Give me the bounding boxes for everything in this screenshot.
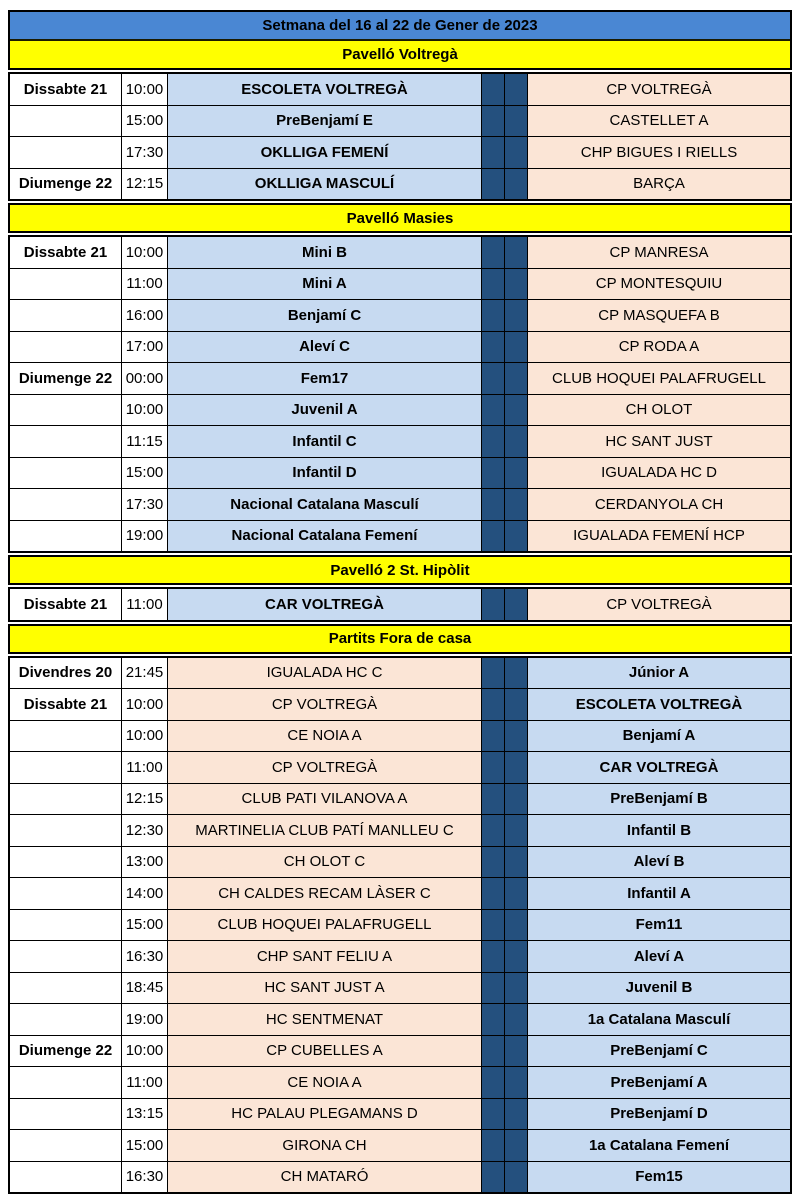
score-left-cell — [482, 752, 505, 783]
opponent-team-cell: HC SANT JUST A — [168, 973, 482, 1004]
score-right-cell — [505, 973, 528, 1004]
time-cell: 16:30 — [122, 1162, 168, 1193]
club-team-cell: Infantil A — [528, 878, 790, 909]
score-left-cell — [482, 878, 505, 909]
score-right-cell — [505, 878, 528, 909]
score-right-cell — [505, 489, 528, 520]
time-cell: 17:30 — [122, 137, 168, 168]
club-team-cell: OKLLIGA FEMENÍ — [168, 137, 482, 168]
match-row — [10, 237, 790, 269]
score-right-cell — [505, 237, 528, 268]
score-left-cell — [482, 1162, 505, 1193]
day-cell: Dissabte 21 — [10, 237, 122, 268]
score-left-cell — [482, 658, 505, 689]
opponent-team-cell: CH OLOT C — [168, 847, 482, 878]
match-row — [10, 689, 790, 721]
time-cell: 11:00 — [122, 589, 168, 620]
opponent-team-cell: CP MONTESQUIU — [528, 269, 790, 300]
match-row — [10, 489, 790, 521]
day-cell — [10, 973, 122, 1004]
score-left-cell — [482, 784, 505, 815]
match-row — [10, 847, 790, 879]
time-cell: 11:15 — [122, 426, 168, 457]
time-cell: 00:00 — [122, 363, 168, 394]
day-cell — [10, 941, 122, 972]
opponent-team-cell: CERDANYOLA CH — [528, 489, 790, 520]
match-row — [10, 269, 790, 301]
opponent-team-cell: CP VOLTREGÀ — [528, 74, 790, 105]
score-left-cell — [482, 910, 505, 941]
opponent-team-cell: CLUB HOQUEI PALAFRUGELL — [528, 363, 790, 394]
match-row — [10, 1099, 790, 1131]
score-right-cell — [505, 74, 528, 105]
club-team-cell: ESCOLETA VOLTREGÀ — [528, 689, 790, 720]
opponent-team-cell: CE NOIA A — [168, 721, 482, 752]
score-right-cell — [505, 721, 528, 752]
match-row — [10, 589, 790, 620]
club-team-cell: Fem17 — [168, 363, 482, 394]
score-left-cell — [482, 847, 505, 878]
match-table — [8, 587, 792, 622]
day-cell — [10, 332, 122, 363]
club-team-cell: Infantil D — [168, 458, 482, 489]
club-team-cell: OKLLIGA MASCULÍ — [168, 169, 482, 200]
score-left-cell — [482, 269, 505, 300]
opponent-team-cell: IGUALADA HC D — [528, 458, 790, 489]
score-right-cell — [505, 784, 528, 815]
score-right-cell — [505, 395, 528, 426]
match-row — [10, 74, 790, 106]
score-right-cell — [505, 689, 528, 720]
day-cell — [10, 137, 122, 168]
match-row — [10, 426, 790, 458]
club-team-cell: Infantil B — [528, 815, 790, 846]
score-left-cell — [482, 1099, 505, 1130]
opponent-team-cell: CLUB PATI VILANOVA A — [168, 784, 482, 815]
match-row — [10, 721, 790, 753]
time-cell: 16:30 — [122, 941, 168, 972]
match-row — [10, 458, 790, 490]
club-team-cell: CAR VOLTREGÀ — [528, 752, 790, 783]
score-right-cell — [505, 269, 528, 300]
time-cell: 10:00 — [122, 721, 168, 752]
opponent-team-cell: IGUALADA FEMENÍ HCP — [528, 521, 790, 552]
score-right-cell — [505, 658, 528, 689]
score-left-cell — [482, 300, 505, 331]
opponent-team-cell: HC SENTMENAT — [168, 1004, 482, 1035]
score-left-cell — [482, 395, 505, 426]
match-row — [10, 137, 790, 169]
score-left-cell — [482, 1067, 505, 1098]
score-left-cell — [482, 363, 505, 394]
opponent-team-cell: CP MASQUEFA B — [528, 300, 790, 331]
opponent-team-cell: GIRONA CH — [168, 1130, 482, 1161]
club-team-cell: Infantil C — [168, 426, 482, 457]
title-block — [8, 10, 792, 70]
match-row — [10, 521, 790, 552]
time-cell: 10:00 — [122, 1036, 168, 1067]
score-right-cell — [505, 106, 528, 137]
score-left-cell — [482, 169, 505, 200]
score-right-cell — [505, 941, 528, 972]
day-cell — [10, 395, 122, 426]
day-cell: Diumenge 22 — [10, 169, 122, 200]
club-team-cell: 1a Catalana Masculí — [528, 1004, 790, 1035]
club-team-cell: Juvenil A — [168, 395, 482, 426]
score-left-cell — [482, 237, 505, 268]
score-right-cell — [505, 1004, 528, 1035]
match-row — [10, 169, 790, 200]
score-left-cell — [482, 137, 505, 168]
match-row — [10, 1067, 790, 1099]
score-right-cell — [505, 1067, 528, 1098]
time-cell: 13:00 — [122, 847, 168, 878]
day-cell — [10, 815, 122, 846]
time-cell: 12:30 — [122, 815, 168, 846]
time-cell: 18:45 — [122, 973, 168, 1004]
match-row — [10, 941, 790, 973]
match-row — [10, 752, 790, 784]
day-cell: Diumenge 22 — [10, 363, 122, 394]
match-row — [10, 1004, 790, 1036]
opponent-team-cell: BARÇA — [528, 169, 790, 200]
time-cell: 16:00 — [122, 300, 168, 331]
time-cell: 10:00 — [122, 395, 168, 426]
time-cell: 15:00 — [122, 106, 168, 137]
time-cell: 13:15 — [122, 1099, 168, 1130]
time-cell: 15:00 — [122, 458, 168, 489]
club-team-cell: PreBenjamí D — [528, 1099, 790, 1130]
club-team-cell: Fem11 — [528, 910, 790, 941]
score-left-cell — [482, 941, 505, 972]
club-team-cell: Aleví B — [528, 847, 790, 878]
score-left-cell — [482, 589, 505, 620]
day-cell — [10, 1130, 122, 1161]
opponent-team-cell: CP RODA A — [528, 332, 790, 363]
score-right-cell — [505, 847, 528, 878]
time-cell: 21:45 — [122, 658, 168, 689]
day-cell — [10, 300, 122, 331]
schedule-body — [8, 72, 792, 1194]
opponent-team-cell: CLUB HOQUEI PALAFRUGELL — [168, 910, 482, 941]
club-team-cell: 1a Catalana Femení — [528, 1130, 790, 1161]
section-header: Pavelló 2 St. Hipòlit — [8, 555, 792, 585]
score-left-cell — [482, 1036, 505, 1067]
match-row — [10, 910, 790, 942]
score-right-cell — [505, 363, 528, 394]
club-team-cell: Mini A — [168, 269, 482, 300]
match-row — [10, 300, 790, 332]
club-team-cell: ESCOLETA VOLTREGÀ — [168, 74, 482, 105]
opponent-team-cell: HC SANT JUST — [528, 426, 790, 457]
day-cell — [10, 752, 122, 783]
time-cell: 10:00 — [122, 237, 168, 268]
time-cell: 19:00 — [122, 1004, 168, 1035]
opponent-team-cell: MARTINELIA CLUB PATÍ MANLLEU C — [168, 815, 482, 846]
club-team-cell: Juvenil B — [528, 973, 790, 1004]
score-right-cell — [505, 332, 528, 363]
match-row — [10, 363, 790, 395]
club-team-cell: Nacional Catalana Masculí — [168, 489, 482, 520]
opponent-team-cell: CH CALDES RECAM LÀSER C — [168, 878, 482, 909]
time-cell: 11:00 — [122, 752, 168, 783]
time-cell: 10:00 — [122, 689, 168, 720]
section-header-pavello-voltrega: Pavelló Voltregà — [10, 41, 790, 68]
score-left-cell — [482, 332, 505, 363]
match-row — [10, 395, 790, 427]
time-cell: 15:00 — [122, 1130, 168, 1161]
section-header: Partits Fora de casa — [8, 624, 792, 654]
club-team-cell: PreBenjamí C — [528, 1036, 790, 1067]
club-team-cell: CAR VOLTREGÀ — [168, 589, 482, 620]
club-team-cell: Aleví C — [168, 332, 482, 363]
day-cell — [10, 721, 122, 752]
day-cell — [10, 878, 122, 909]
club-team-cell: Fem15 — [528, 1162, 790, 1193]
day-cell — [10, 1162, 122, 1193]
score-left-cell — [482, 815, 505, 846]
club-team-cell: Júnior A — [528, 658, 790, 689]
score-left-cell — [482, 426, 505, 457]
time-cell: 11:00 — [122, 1067, 168, 1098]
score-right-cell — [505, 1162, 528, 1193]
time-cell: 17:00 — [122, 332, 168, 363]
score-right-cell — [505, 1099, 528, 1130]
match-row — [10, 332, 790, 364]
opponent-team-cell: CHP BIGUES I RIELLS — [528, 137, 790, 168]
club-team-cell: Mini B — [168, 237, 482, 268]
score-left-cell — [482, 689, 505, 720]
score-right-cell — [505, 752, 528, 783]
match-row — [10, 1130, 790, 1162]
club-team-cell: PreBenjamí A — [528, 1067, 790, 1098]
score-right-cell — [505, 589, 528, 620]
score-right-cell — [505, 458, 528, 489]
day-cell — [10, 521, 122, 552]
day-cell: Dissabte 21 — [10, 689, 122, 720]
score-left-cell — [482, 521, 505, 552]
day-cell — [10, 1004, 122, 1035]
match-row — [10, 658, 790, 690]
day-cell — [10, 1099, 122, 1130]
opponent-team-cell: CASTELLET A — [528, 106, 790, 137]
time-cell: 11:00 — [122, 269, 168, 300]
club-team-cell: Benjamí C — [168, 300, 482, 331]
club-team-cell: PreBenjamí E — [168, 106, 482, 137]
day-cell — [10, 106, 122, 137]
match-table — [8, 235, 792, 553]
match-row — [10, 1162, 790, 1193]
match-row — [10, 106, 790, 138]
score-left-cell — [482, 74, 505, 105]
score-left-cell — [482, 721, 505, 752]
time-cell: 17:30 — [122, 489, 168, 520]
match-row — [10, 784, 790, 816]
score-right-cell — [505, 815, 528, 846]
match-row — [10, 1036, 790, 1068]
section-header: Pavelló Masies — [8, 203, 792, 233]
score-right-cell — [505, 521, 528, 552]
club-team-cell: Aleví A — [528, 941, 790, 972]
time-cell: 12:15 — [122, 169, 168, 200]
opponent-team-cell: CHP SANT FELIU A — [168, 941, 482, 972]
opponent-team-cell: CE NOIA A — [168, 1067, 482, 1098]
club-team-cell: PreBenjamí B — [528, 784, 790, 815]
day-cell — [10, 458, 122, 489]
score-left-cell — [482, 1004, 505, 1035]
opponent-team-cell: HC PALAU PLEGAMANS D — [168, 1099, 482, 1130]
opponent-team-cell: CP VOLTREGÀ — [168, 689, 482, 720]
day-cell — [10, 1067, 122, 1098]
score-right-cell — [505, 137, 528, 168]
club-team-cell: Benjamí A — [528, 721, 790, 752]
day-cell — [10, 426, 122, 457]
score-right-cell — [505, 426, 528, 457]
week-title: Setmana del 16 al 22 de Gener de 2023 — [10, 12, 790, 41]
time-cell: 12:15 — [122, 784, 168, 815]
time-cell: 10:00 — [122, 74, 168, 105]
opponent-team-cell: CP CUBELLES A — [168, 1036, 482, 1067]
match-table — [8, 72, 792, 201]
score-right-cell — [505, 1036, 528, 1067]
club-team-cell: Nacional Catalana Femení — [168, 521, 482, 552]
day-cell: Divendres 20 — [10, 658, 122, 689]
match-row — [10, 973, 790, 1005]
opponent-team-cell: CP VOLTREGÀ — [168, 752, 482, 783]
score-right-cell — [505, 169, 528, 200]
match-row — [10, 815, 790, 847]
time-cell: 14:00 — [122, 878, 168, 909]
match-row — [10, 878, 790, 910]
score-left-cell — [482, 489, 505, 520]
day-cell: Dissabte 21 — [10, 74, 122, 105]
score-right-cell — [505, 300, 528, 331]
time-cell: 15:00 — [122, 910, 168, 941]
day-cell — [10, 910, 122, 941]
day-cell — [10, 784, 122, 815]
score-left-cell — [482, 106, 505, 137]
score-left-cell — [482, 458, 505, 489]
score-right-cell — [505, 910, 528, 941]
match-table — [8, 656, 792, 1195]
opponent-team-cell: CH MATARÓ — [168, 1162, 482, 1193]
day-cell — [10, 847, 122, 878]
opponent-team-cell: CP VOLTREGÀ — [528, 589, 790, 620]
day-cell: Diumenge 22 — [10, 1036, 122, 1067]
time-cell: 19:00 — [122, 521, 168, 552]
score-right-cell — [505, 1130, 528, 1161]
opponent-team-cell: CP MANRESA — [528, 237, 790, 268]
day-cell — [10, 489, 122, 520]
opponent-team-cell: CH OLOT — [528, 395, 790, 426]
score-left-cell — [482, 973, 505, 1004]
score-left-cell — [482, 1130, 505, 1161]
opponent-team-cell: IGUALADA HC C — [168, 658, 482, 689]
day-cell — [10, 269, 122, 300]
day-cell: Dissabte 21 — [10, 589, 122, 620]
